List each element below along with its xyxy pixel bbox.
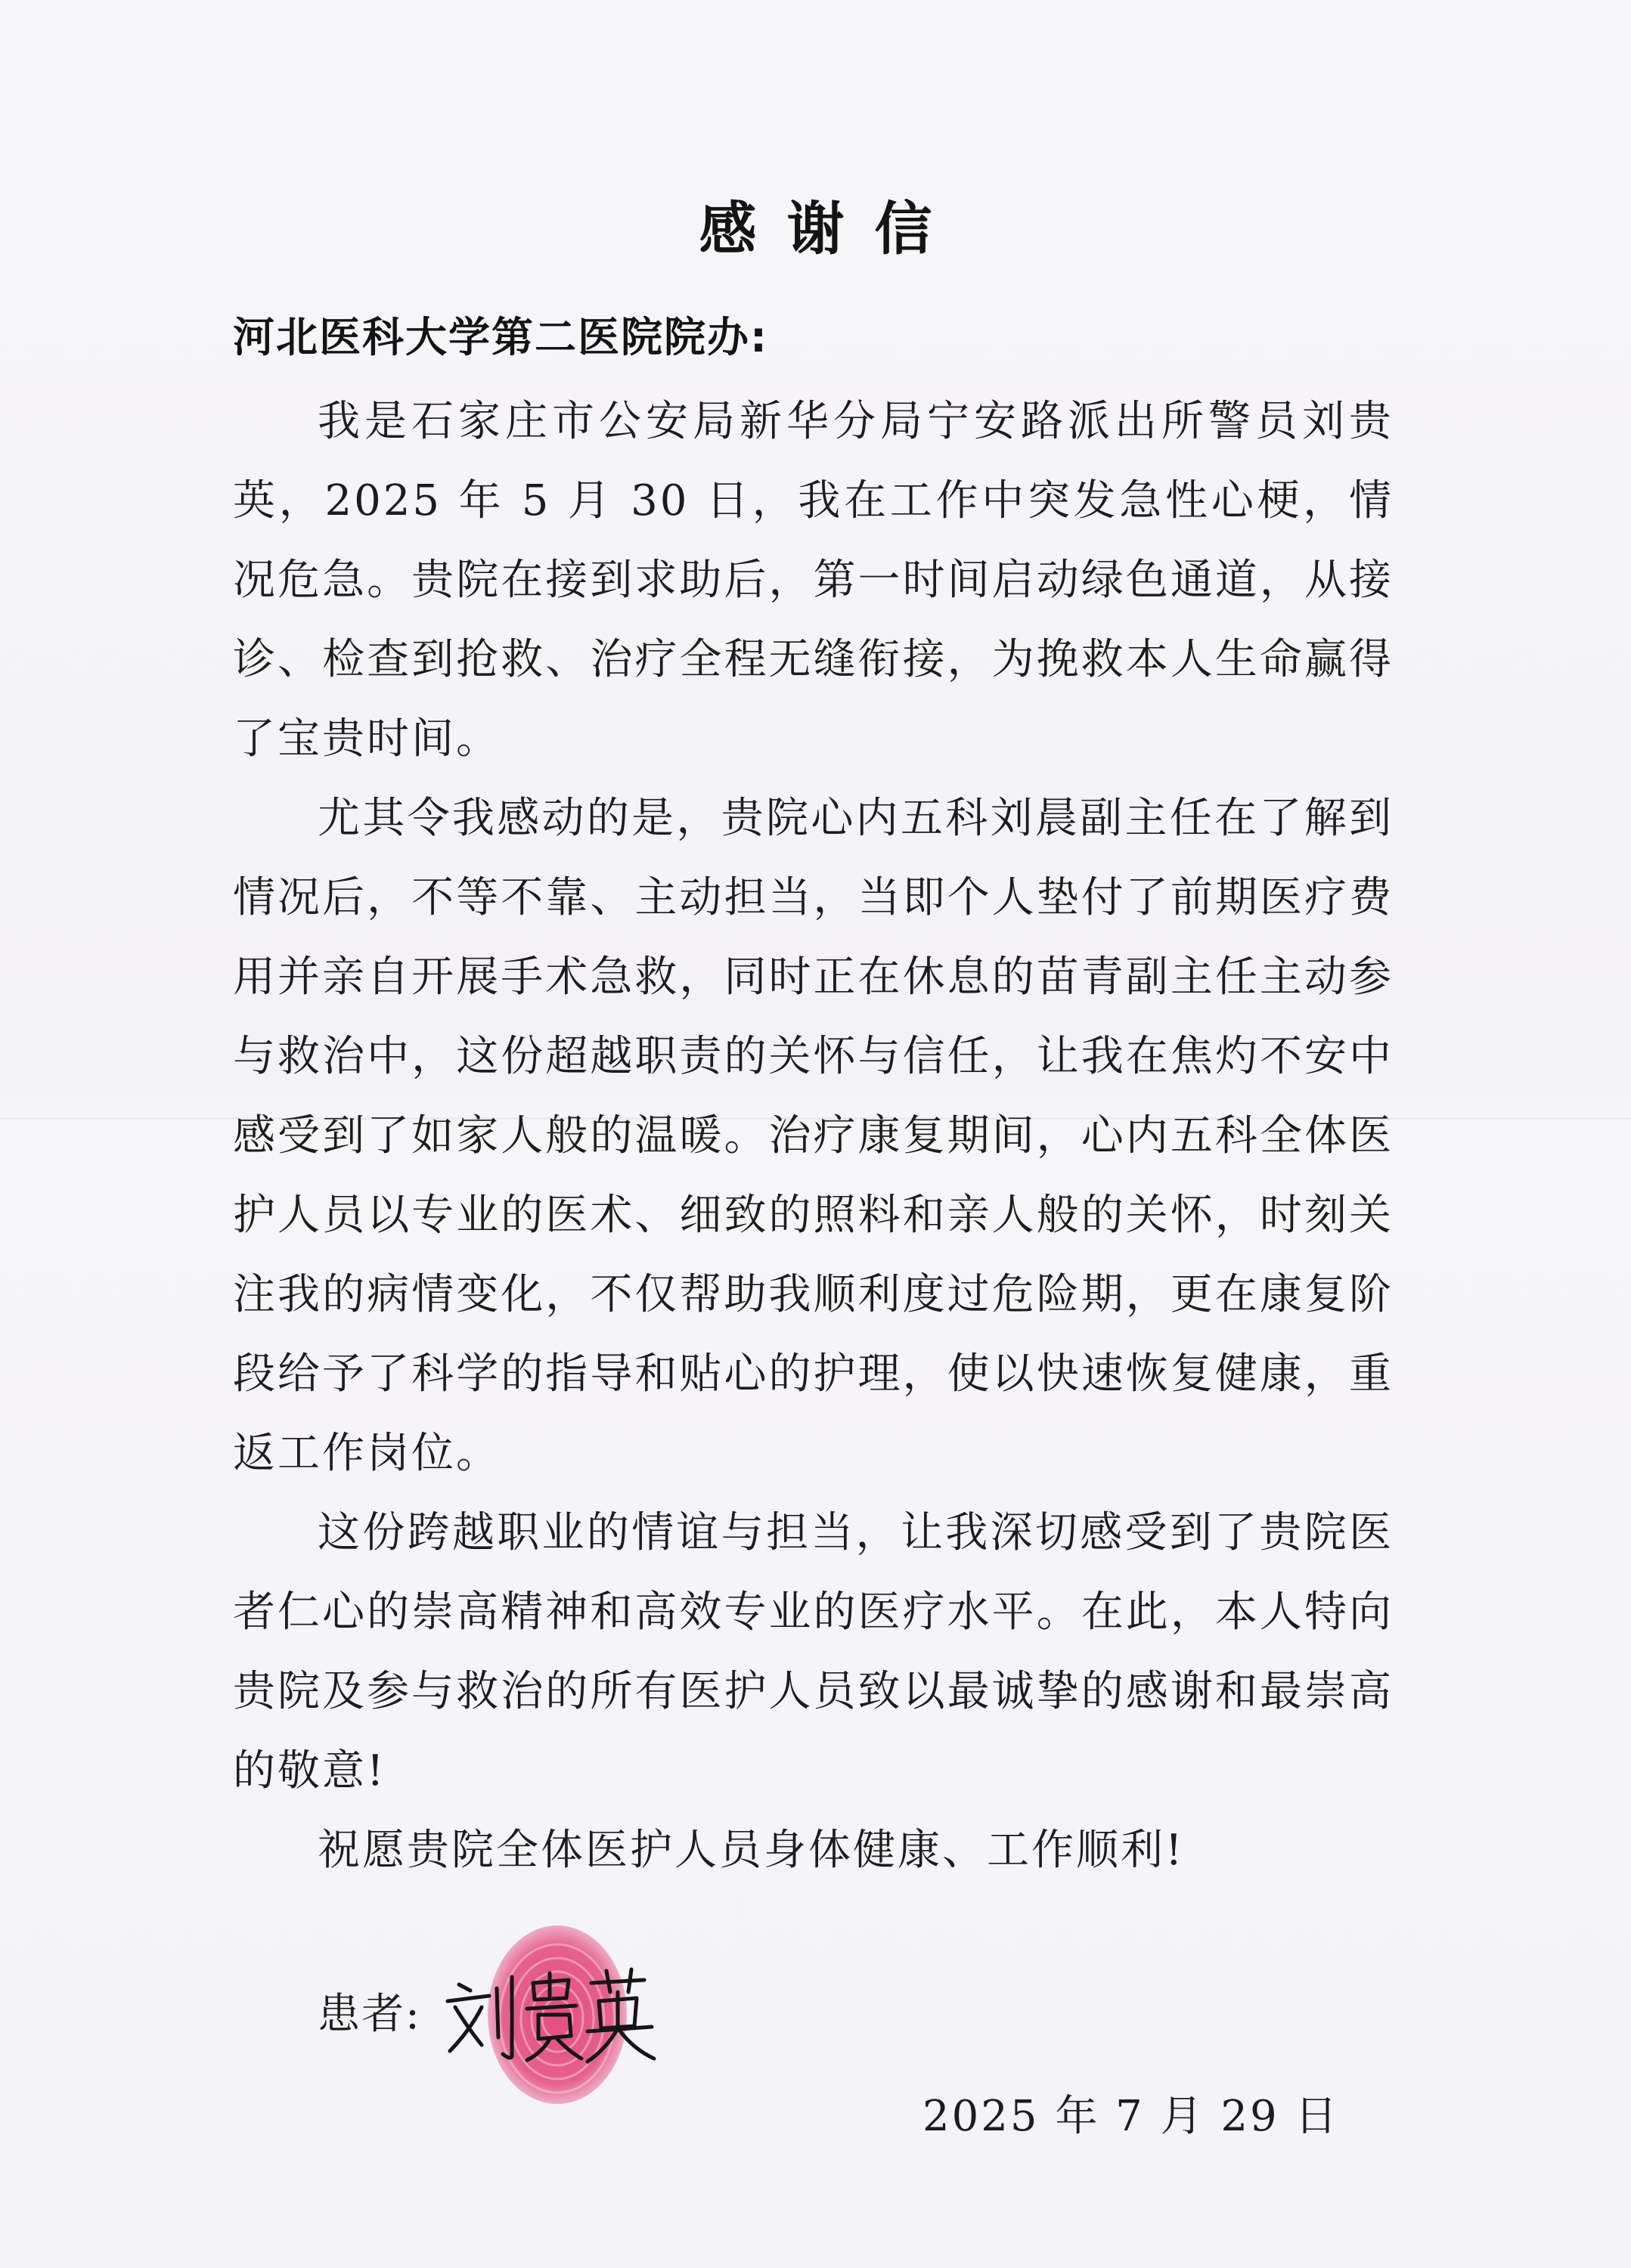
paragraph-4: 祝愿贵院全体医护人员身体健康、工作顺利!: [318, 1826, 1185, 1875]
page-title: 感谢信: [699, 195, 963, 262]
paragraph-2: 尤其令我感动的是，贵院心内五科刘晨副主任在了解到情况后，不等不靠、主动担当，当即个人垫付了前期医疗费用并亲自开展手术急救，同时正在休息的苗青副主任主动参与救治中，这份超越职责的关怀与信任，让我在焦灼不安中感受到了如家人般的温暖。治疗康复期间，心内五科全体医护人员以专业的医术、细致的照料和亲人般的关怀，时刻关注我的病情变化，不仅帮助我顺利度过危险期，更在康复阶段给予了科学的指导和贴心的护理，使以快速恢复健康，重返工作岗位。: [233, 794, 1394, 1478]
signature-label: 患者:: [318, 1990, 421, 2039]
handwritten-signature-icon: [436, 1954, 663, 2068]
letter-date: 2025 年 7 月 29 日: [922, 2092, 1340, 2141]
paragraph-1: 我是石家庄市公安局新华分局宁安路派出所警员刘贵英，2025 年 5 月 30 日，我在工作中突发急性心梗，情况危急。贵院在接到求助后，第一时间启动绿色通道，从接诊、检查到抢救、治疗全程无缝衔接，为挽救本人生命赢得了宝贵时间。: [233, 397, 1394, 764]
salutation: 河北医科大学第二医院院办:: [233, 313, 768, 361]
letter-body: [233, 382, 1394, 1890]
signature-strokes: [436, 1954, 663, 2068]
paragraph-3: 这份跨越职业的情谊与担当，让我深切感受到了贵院医者仁心的崇高精神和高效专业的医疗水平。在此，本人特向贵院及参与救治的所有医护人员致以最诚挚的感谢和最崇高的敬意!: [233, 1508, 1394, 1796]
signature-block: [318, 1962, 663, 2060]
